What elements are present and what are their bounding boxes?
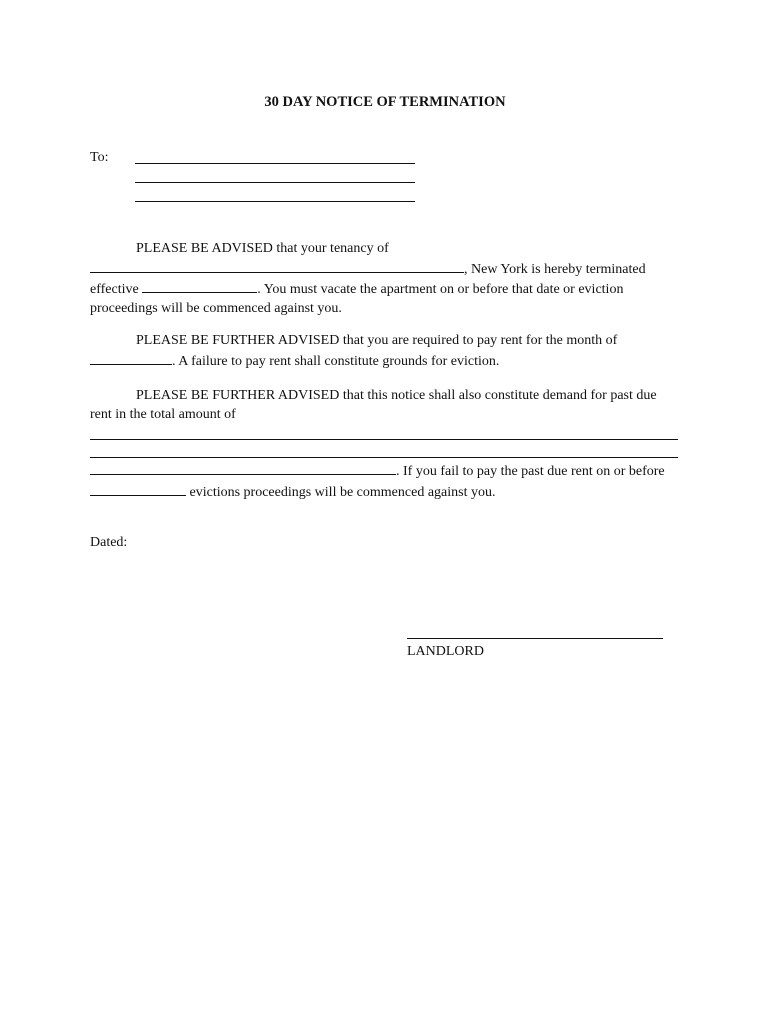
recipient-line-3[interactable] bbox=[135, 201, 415, 202]
recipient-line-1[interactable] bbox=[135, 163, 415, 164]
recipient-line-2[interactable] bbox=[135, 182, 415, 183]
landlord-signature-line[interactable] bbox=[407, 638, 663, 639]
premises-address-blank[interactable] bbox=[90, 259, 464, 273]
paragraph-deadline-text-1: . If you fail to pay the past due rent on or before bbox=[396, 464, 665, 479]
paragraph-past-due bbox=[90, 387, 680, 424]
paragraph-rent-due bbox=[90, 332, 680, 371]
payment-deadline-blank[interactable] bbox=[90, 482, 186, 496]
dated-label: Dated: bbox=[90, 535, 128, 550]
paragraph-rent-due-text-1: PLEASE BE FURTHER ADVISED that you are required to pay rent for the month of bbox=[136, 333, 618, 348]
landlord-label: LANDLORD bbox=[407, 644, 484, 659]
paragraph-tenancy-text-3: . You must vacate the apartment on or before that date or eviction proceedings will be commenced against you. bbox=[90, 282, 624, 316]
paragraph-tenancy-text-1: PLEASE BE ADVISED that your tenancy of bbox=[136, 241, 389, 256]
past-due-amount-line-2[interactable] bbox=[90, 457, 678, 458]
termination-date-blank[interactable] bbox=[142, 279, 257, 293]
rent-month-blank[interactable] bbox=[90, 351, 172, 365]
paragraph-tenancy-text-2: , New York is hereby terminated effective bbox=[90, 261, 646, 297]
paragraph-rent-due-text-2: . A failure to pay rent shall constitute grounds for eviction. bbox=[172, 353, 500, 369]
to-label: To: bbox=[90, 150, 109, 165]
paragraph-tenancy bbox=[90, 240, 680, 318]
past-due-amount-line-1[interactable] bbox=[90, 439, 678, 440]
paragraph-deadline bbox=[90, 461, 680, 502]
document-title: 30 DAY NOTICE OF TERMINATION bbox=[264, 94, 506, 110]
paragraph-past-due-text-1: PLEASE BE FURTHER ADVISED that this notice shall also constitute demand for past due rent in the total amount of bbox=[90, 388, 657, 422]
paragraph-deadline-text-2: evictions proceedings will be commenced against you. bbox=[189, 484, 496, 500]
past-due-amount-line-3[interactable] bbox=[90, 461, 396, 475]
